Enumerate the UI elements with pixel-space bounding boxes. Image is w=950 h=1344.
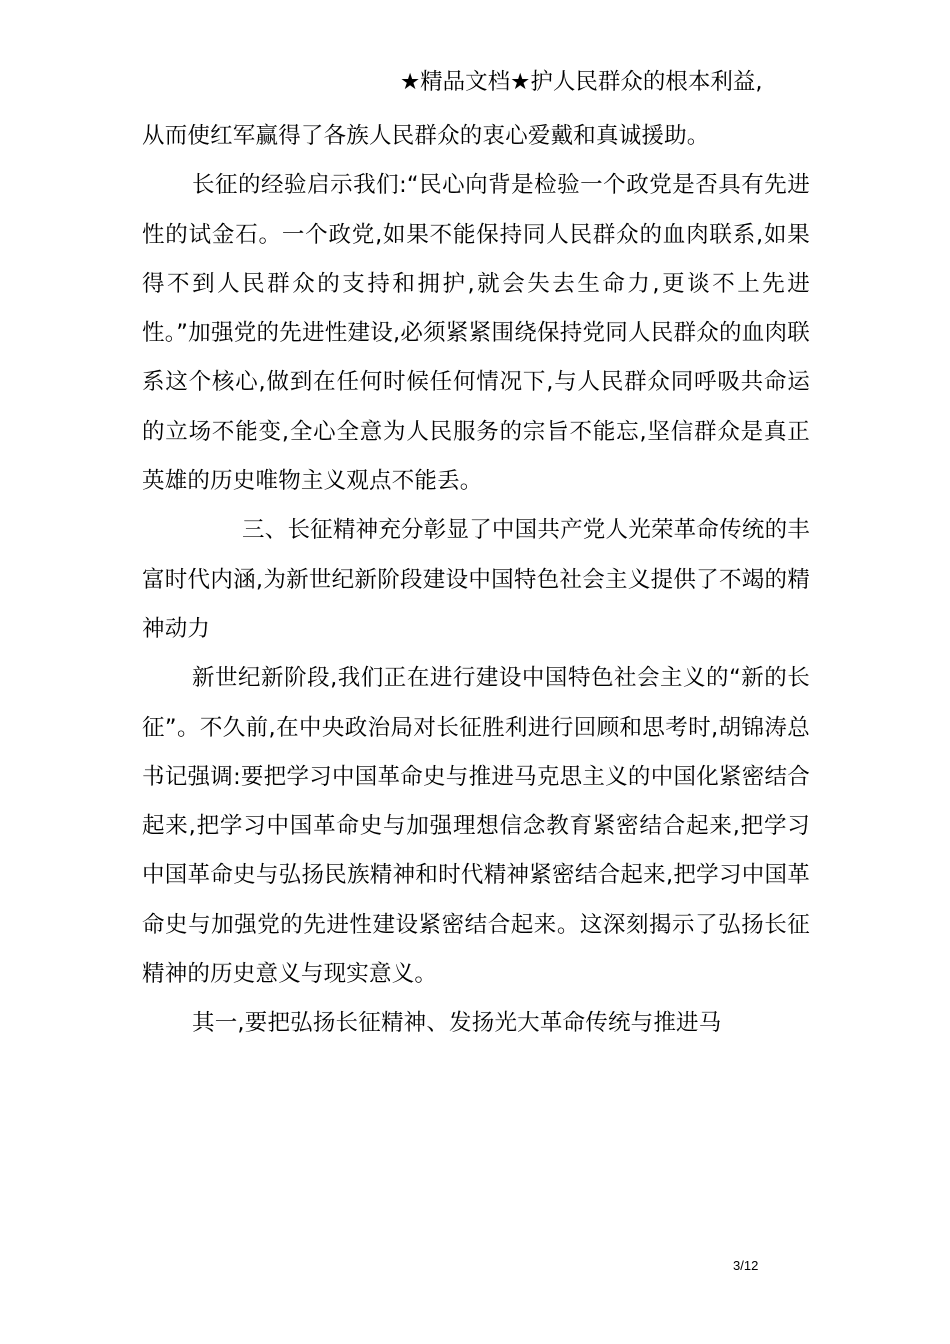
paragraph-2: 长征的经验启示我们:“民心向背是检验一个政党是否具有先进性的试金石。一个政党,如果不能保持同人民群众的血肉联系,如果得不到人民群众的支持和拥护,就会失去生命力,更谈不上先进性。”加强党的先进性建设,必须紧紧围绕保持党同人民群众的血肉联系这个核心,做到在任何时候任何情况下,与人民群众同呼吸共命运的立场不能变,全心全意为人民服务的宗旨不能忘,坚信群众是真正英雄的历史唯物主义观点不能丢。 xyxy=(142,172,810,495)
continued-text: 护人民群众的根本利益, xyxy=(530,69,763,95)
body-text xyxy=(142,112,810,1049)
header-line xyxy=(400,64,810,100)
section-heading: 三、长征精神充分彰显了中国共产党人光荣革命传统的丰富时代内涵,为新世纪新阶段建设中国特色社会主义提供了不竭的精神动力 xyxy=(142,517,810,642)
document-mark: ★精品文档★ xyxy=(400,69,531,95)
paragraph-1: 从而使红军赢得了各族人民群众的衷心爱戴和真诚援助。 xyxy=(142,123,710,149)
page-number: 3/12 xyxy=(733,1258,759,1273)
paragraph-3: 新世纪新阶段,我们正在进行建设中国特色社会主义的“新的长征”。不久前,在中央政治局对长征胜利进行回顾和思考时,胡锦涛总书记强调:要把学习中国革命史与推进马克思主义的中国化紧密结合起来,把学习中国革命史与加强理想信念教育紧密结合起来,把学习中国革命史与弘扬民族精神和时代精神紧密结合起来,把学习中国革命史与加强党的先进性建设紧密结合起来。这深刻揭示了弘扬长征精神的历史意义与现实意义。 xyxy=(142,665,810,988)
paragraph-4: 其一,要把弘扬长征精神、发扬光大革命传统与推进马 xyxy=(192,1010,722,1037)
